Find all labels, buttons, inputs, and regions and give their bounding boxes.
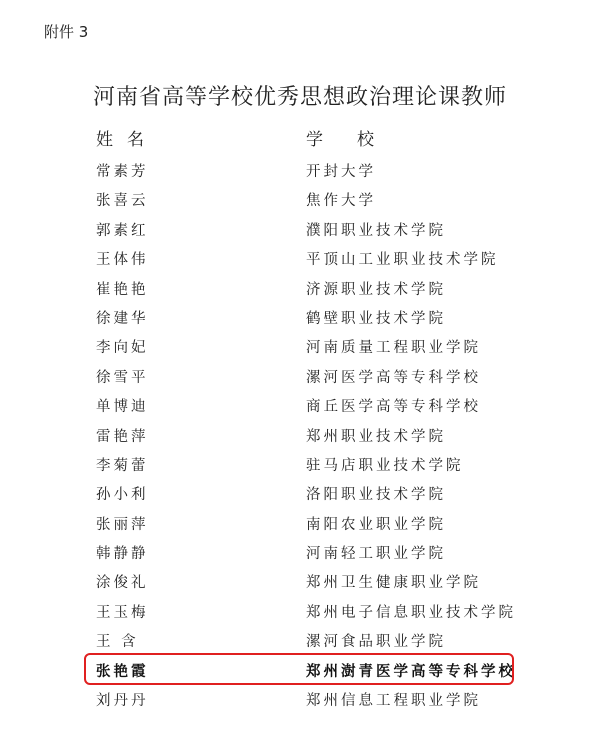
teacher-name: 王 含 (96, 634, 139, 651)
school-name: 驻马店职业技术学院 (306, 457, 464, 474)
table-row (0, 156, 600, 185)
teacher-name: 徐雪平 (96, 369, 149, 386)
table-row (0, 391, 600, 420)
school-name: 郑州澍青医学高等专科学校 (306, 662, 516, 680)
teacher-name: 李向妃 (96, 340, 149, 357)
teacher-name: 王体伟 (96, 252, 149, 269)
header-name: 姓名 (96, 130, 158, 150)
table-row-highlighted (0, 656, 600, 685)
table-row (0, 362, 600, 391)
table-row (0, 626, 600, 655)
school-name: 郑州信息工程职业学院 (306, 693, 481, 710)
table-row (0, 244, 600, 273)
school-name: 河南质量工程职业学院 (306, 340, 481, 357)
school-name: 开封大学 (306, 164, 376, 180)
table-row (0, 332, 600, 361)
school-name: 郑州职业技术学院 (306, 428, 446, 445)
school-name: 南阳农业职业学院 (306, 516, 446, 533)
teacher-list (0, 156, 600, 714)
school-name: 商丘医学高等专科学校 (306, 399, 481, 416)
table-row (0, 597, 600, 626)
school-name: 郑州电子信息职业技术学院 (306, 604, 516, 621)
table-row (0, 274, 600, 303)
teacher-name: 刘丹丹 (96, 693, 149, 710)
school-name: 洛阳职业技术学院 (306, 487, 446, 504)
school-name: 焦作大学 (306, 193, 376, 210)
teacher-name: 孙小利 (96, 487, 149, 504)
teacher-name: 张艳霞 (96, 662, 149, 680)
teacher-name: 崔艳艳 (96, 281, 149, 298)
school-name: 漯河医学高等专科学校 (306, 369, 481, 386)
teacher-name: 王玉梅 (96, 604, 149, 621)
school-name: 濮阳职业技术学院 (306, 222, 446, 239)
teacher-name: 韩静静 (96, 546, 149, 563)
teacher-name: 李菊蕾 (96, 457, 149, 474)
teacher-name: 徐建华 (96, 310, 149, 327)
table-row (0, 303, 600, 332)
table-row (0, 185, 600, 214)
school-name: 郑州卫生健康职业学院 (306, 575, 481, 592)
table-row (0, 479, 600, 508)
table-row (0, 450, 600, 479)
teacher-name: 雷艳萍 (96, 428, 149, 445)
school-name: 鹤壁职业技术学院 (306, 310, 446, 327)
table-row (0, 567, 600, 596)
teacher-name: 张丽萍 (96, 516, 149, 533)
table-header (0, 125, 600, 149)
document-title: 河南省高等学校优秀思想政治理论课教师 (92, 85, 507, 110)
attachment-label: 附件 3 (44, 23, 89, 41)
teacher-name: 张喜云 (96, 193, 149, 210)
teacher-name: 单博迪 (96, 399, 149, 416)
teacher-name: 常素芳 (96, 164, 149, 180)
school-name: 平顶山工业职业技术学院 (306, 252, 499, 269)
table-row (0, 509, 600, 538)
school-name: 济源职业技术学院 (306, 281, 446, 298)
table-row (0, 215, 600, 244)
school-name: 河南轻工职业学院 (306, 546, 446, 563)
table-row (0, 685, 600, 714)
table-row (0, 421, 600, 450)
school-name: 漯河食品职业学院 (306, 634, 446, 651)
teacher-name: 郭素红 (96, 222, 149, 239)
header-school: 学校 (306, 130, 408, 150)
table-row (0, 538, 600, 567)
teacher-name: 涂俊礼 (96, 575, 149, 592)
